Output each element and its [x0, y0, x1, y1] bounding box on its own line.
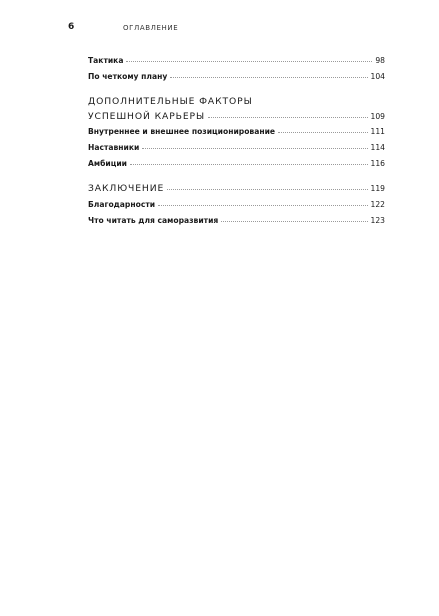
section-page: 109	[370, 112, 385, 122]
toc-entry[interactable]	[88, 57, 385, 65]
section-title: ЗАКЛЮЧЕНИЕ	[88, 183, 165, 194]
section-title-row[interactable]	[88, 184, 385, 193]
toc-entry-label: Наставники	[88, 143, 140, 152]
dot-leader	[167, 189, 367, 190]
toc-entry[interactable]	[88, 73, 385, 81]
toc-entry-page: 122	[370, 200, 385, 210]
dot-leader	[142, 148, 367, 149]
toc-entry-page: 116	[370, 158, 385, 168]
dot-leader	[130, 164, 368, 165]
toc-section-factors	[88, 97, 385, 167]
toc-entry-label: Внутреннее и внешнее позиционирование	[88, 127, 276, 137]
section-page: 119	[370, 184, 385, 193]
dot-leader	[158, 205, 367, 206]
toc-block-1	[88, 57, 385, 80]
toc-entry-label: По четкому плану	[88, 71, 168, 81]
toc-entry-label: Благодарности	[88, 200, 156, 210]
dot-leader	[126, 61, 372, 62]
toc-entry-page: 98	[375, 56, 385, 65]
section-title-line-2: УСПЕШНОЙ КАРЬЕРЫ	[88, 111, 205, 123]
dot-leader	[208, 117, 368, 118]
dot-leader	[170, 77, 367, 78]
toc-section-conclusion	[88, 184, 385, 224]
toc-entry-label: Тактика	[88, 56, 124, 65]
toc-entry-page: 114	[370, 143, 385, 152]
toc-entry-page: 104	[370, 71, 385, 81]
dot-leader	[278, 132, 367, 133]
toc-entry-page: 123	[370, 215, 385, 225]
section-title-row[interactable]	[88, 112, 385, 121]
toc-entry[interactable]	[88, 144, 385, 152]
page-number: 6	[68, 22, 75, 32]
toc-entry[interactable]	[88, 128, 385, 136]
toc-entry[interactable]	[88, 201, 385, 209]
section-title-line-1[interactable]: ДОПОЛНИТЕЛЬНЫЕ ФАКТОРЫ	[88, 96, 253, 107]
running-head: ОГЛАВЛЕНИЕ	[123, 24, 179, 32]
toc-entry[interactable]	[88, 160, 385, 168]
toc-entry-label: Амбиции	[88, 158, 127, 168]
dot-leader	[221, 221, 367, 222]
toc-entry[interactable]	[88, 217, 385, 225]
toc-entry-page: 111	[370, 127, 385, 137]
toc-entry-label: Что читать для саморазвития	[88, 215, 219, 225]
